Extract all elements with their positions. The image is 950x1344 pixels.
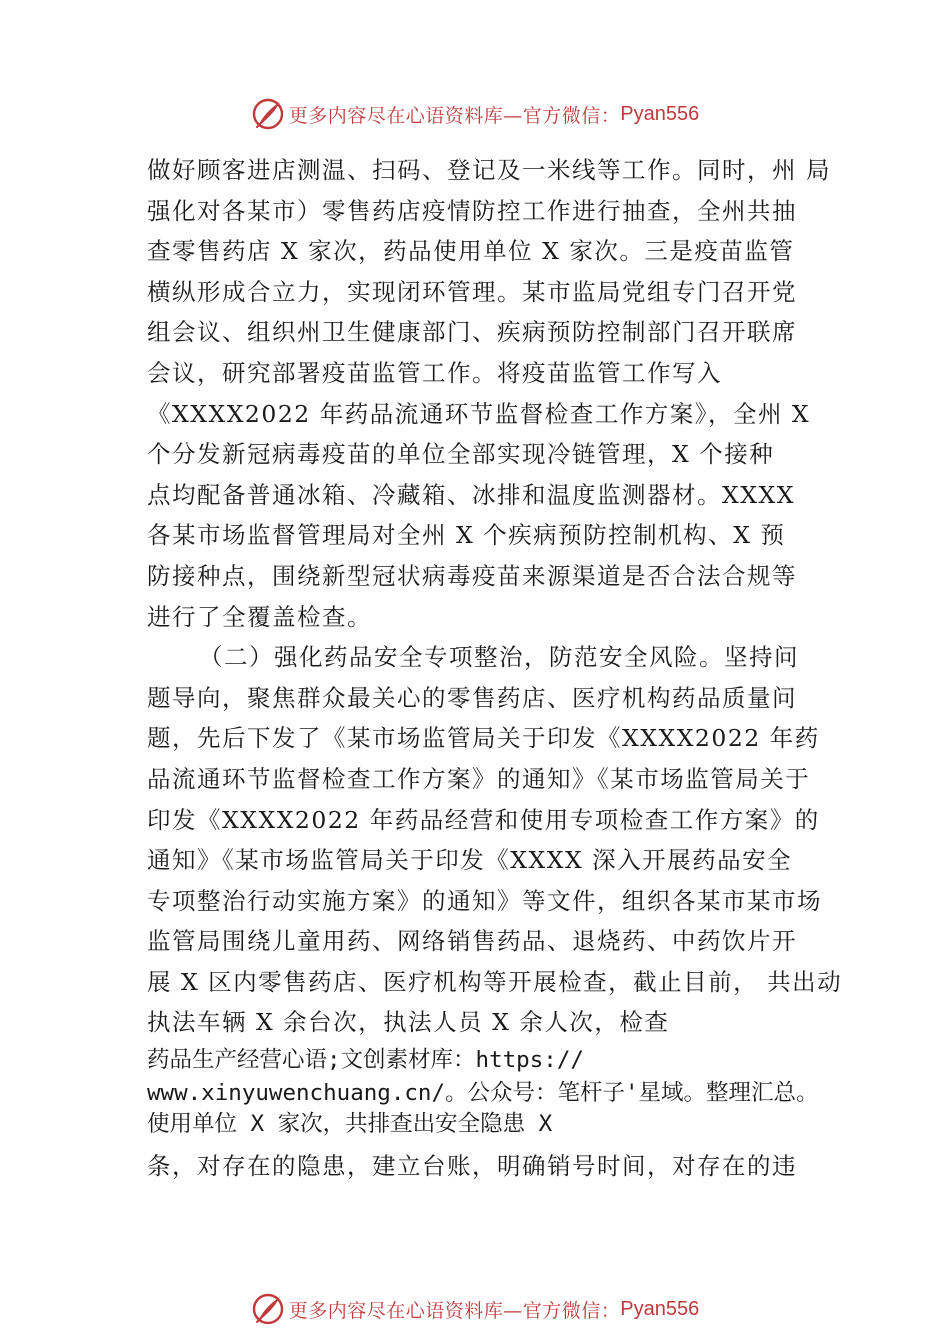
inserted-note-line: 药品生产经营心语;文创素材库：https:// — [147, 1047, 584, 1073]
document-body-continued — [147, 1146, 797, 1187]
paragraph-line: 点均配备普通冰箱、冷藏箱、冰排和温度监测器材。XXXX — [147, 480, 795, 509]
inserted-note-line: www.xinyuwenchuang.cn/。公众号：笔杆子'星域。整理汇总。 — [147, 1080, 819, 1106]
paragraph-line: 防接种点，围绕新型冠状病毒疫苗来源渠道是否合法合规等 — [147, 561, 797, 590]
banner-text: 更多内容尽在心语资料库—官方微信： — [288, 1299, 621, 1322]
paragraph-line: 展 X 区内零售药店、医疗机构等开展检查，截止目前， 共出动 — [147, 967, 843, 996]
quill-pen-logo-icon — [251, 1292, 285, 1326]
paragraph-line: 查零售药店 X 家次，药品使用单位 X 家次。三是疫苗监管 — [147, 237, 795, 266]
quill-pen-logo-icon — [251, 97, 285, 131]
paragraph-line: 会议，研究部署疫苗监管工作。将疫苗监管工作写入 — [147, 358, 722, 387]
paragraph-line: 《XXXX2022 年药品流通环节监督检查工作方案》，全州 X — [147, 399, 811, 428]
paragraph-line: 专项整治行动实施方案》的通知》等文件，组织各某市某市场 — [147, 886, 822, 915]
paragraph-line: 通知》《某市场监管局关于印发《XXXX 深入开展药品安全 — [147, 846, 793, 875]
paragraph-line: 组会议、组织州卫生健康部门、疾病预防控制部门召开联席 — [147, 318, 797, 347]
paragraph-line: 印发《XXXX2022 年药品经营和使用专项检查工作方案》的 — [147, 805, 820, 834]
paragraph-line: 个分发新冠病毒疫苗的单位全部实现冷链管理，X 个接种 — [147, 440, 775, 469]
paragraph-line: 横纵形成合立力，实现闭环管理。某市监局党组专门召开党 — [147, 277, 797, 306]
banner-text: 更多内容尽在心语资料库—官方微信： — [288, 104, 621, 127]
paragraph-line: 品流通环节监督检查工作方案》的通知》《某市场监管局关于 — [147, 764, 811, 793]
footer-banner — [0, 1289, 950, 1329]
paragraph-line: 进行了全覆盖检查。 — [147, 602, 372, 631]
paragraph-line: 做好顾客进店测温、扫码、登记及一米线等工作。同时，州 局 — [147, 156, 831, 184]
paragraph-line: 执法车辆 X 余台次，执法人员 X 余人次，检查 — [147, 1008, 670, 1037]
paragraph-line: 题，先后下发了《某市场监管局关于印发《XXXX2022 年药 — [147, 724, 820, 753]
wechat-id: Pyan556 — [620, 1297, 700, 1320]
section-heading-line: （二）强化药品安全专项整治，防范安全风险。坚持问 — [199, 643, 799, 672]
paragraph-line: 条，对存在的隐患，建立台账，明确销号时间，对存在的违 — [147, 1152, 797, 1180]
paragraph-line: 各某市场监督管理局对全州 X 个疾病预防控制机构、X 预 — [147, 521, 786, 550]
paragraph-line: 强化对各某市）零售药店疫情防控工作进行抽查，全州共抽 — [147, 196, 797, 225]
header-banner — [0, 94, 950, 134]
wechat-id: Pyan556 — [620, 102, 700, 125]
paragraph-line: 监管局围绕儿童用药、网络销售药品、退烧药、中药饮片开 — [147, 927, 797, 956]
paragraph-line: 题导向，聚焦群众最关心的零售药店、医疗机构药品质量问 — [147, 683, 797, 712]
document-body — [147, 150, 843, 1043]
inserted-note-line: 使用单位 X 家次，共排查出安全隐患 X — [147, 1111, 553, 1137]
